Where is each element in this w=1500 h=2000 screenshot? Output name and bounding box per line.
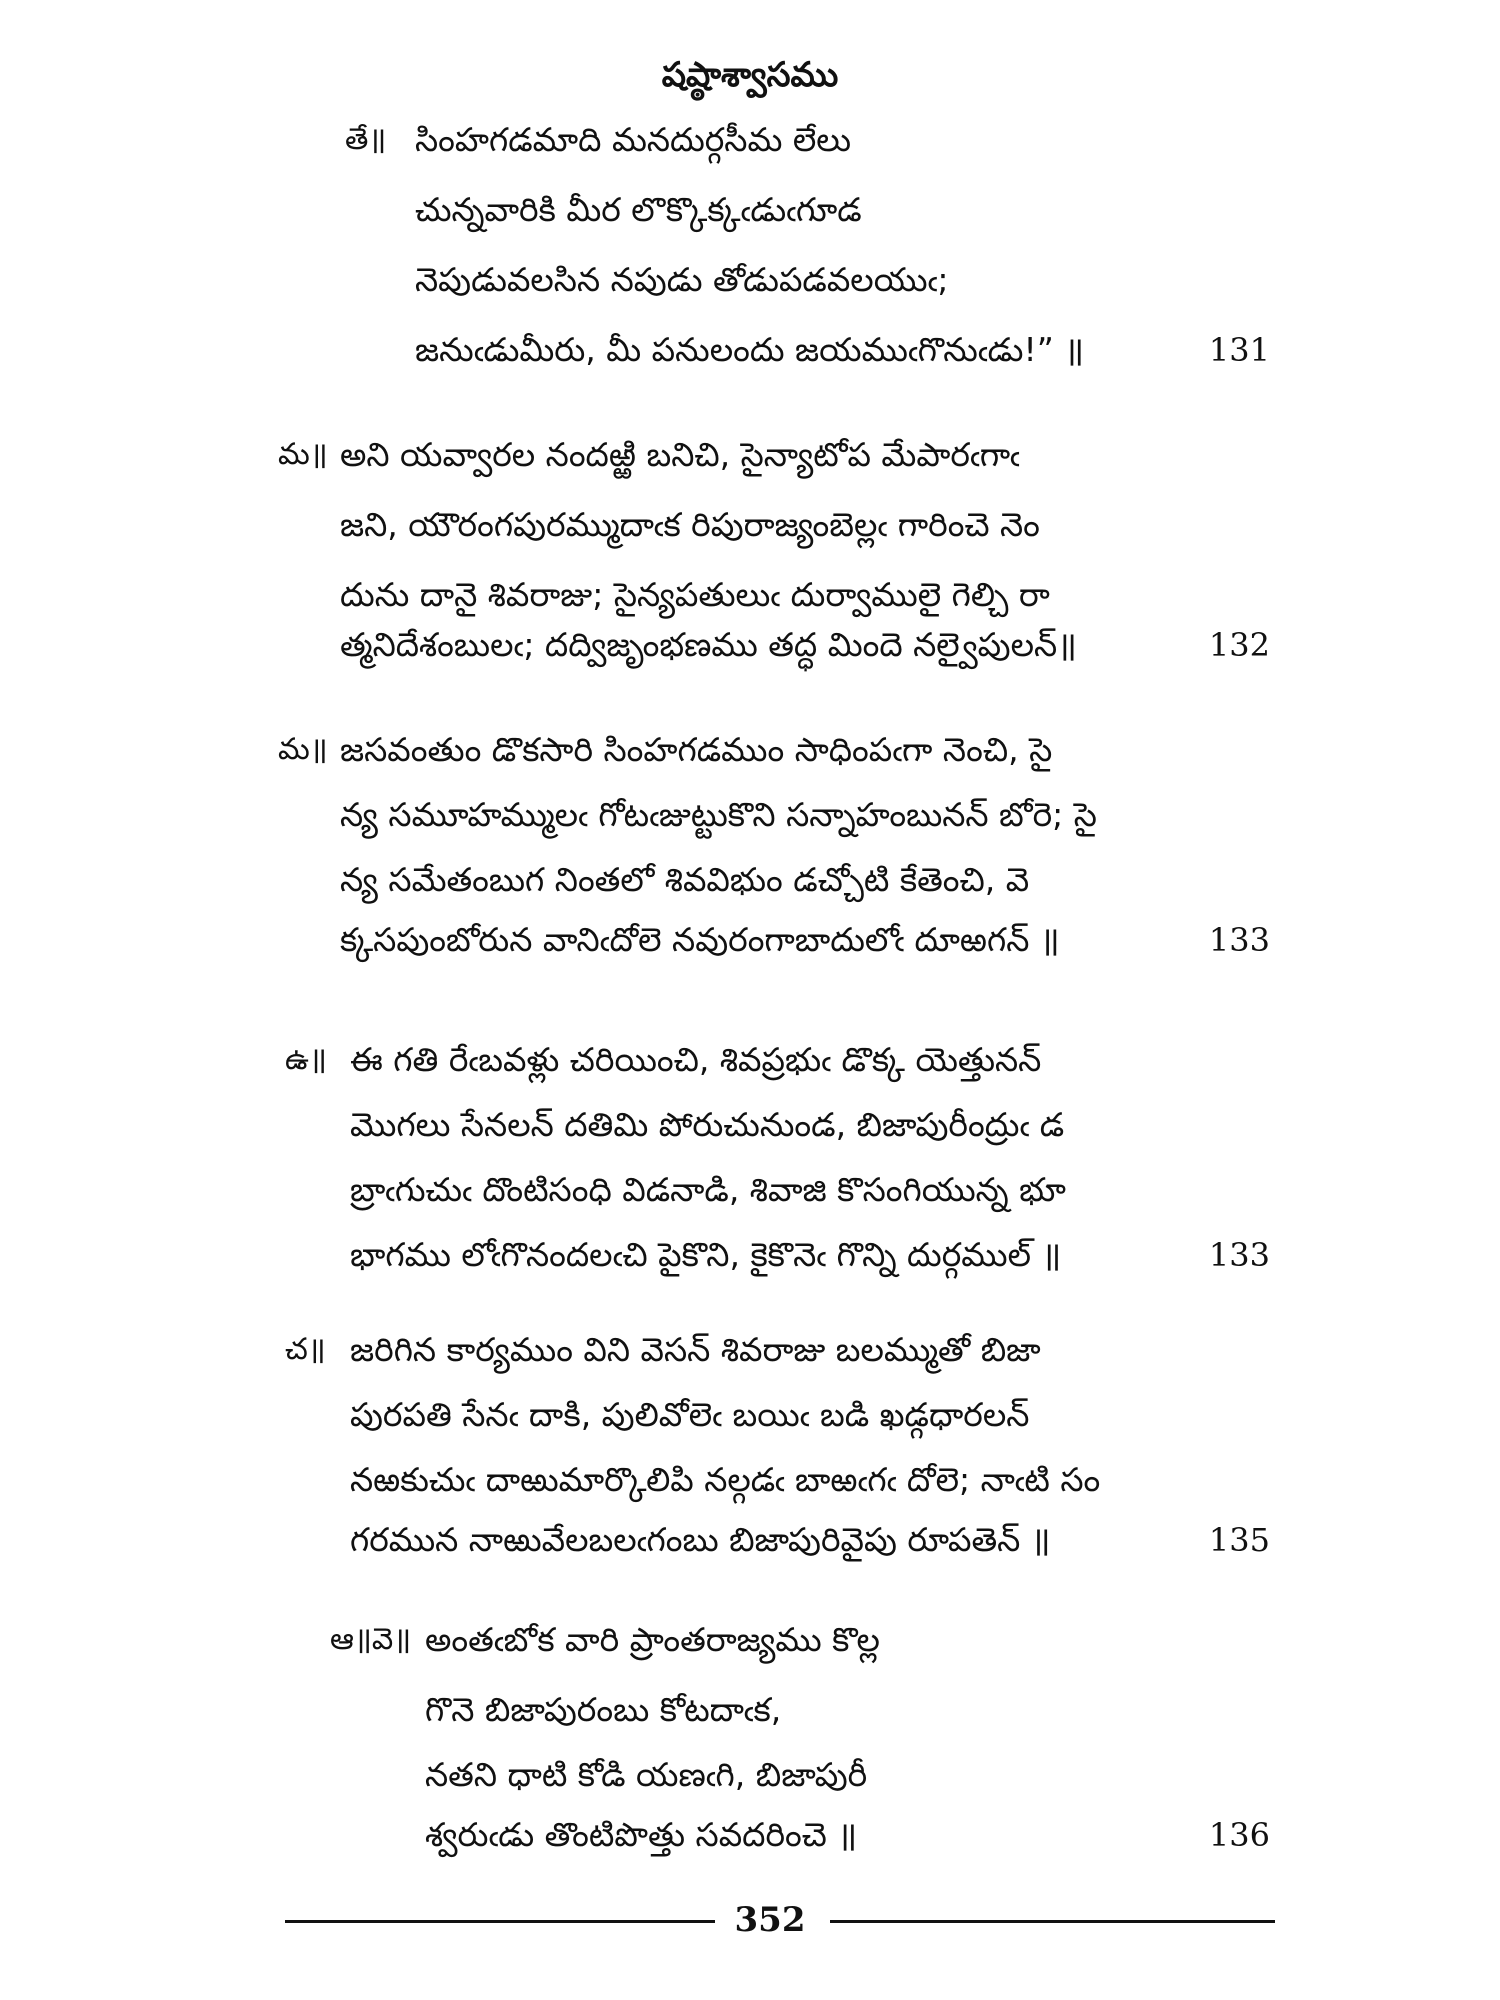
verse-line: అని యవ్వారల నందఱ్ఱి బనిచి, సైన్యాటోప మేపారఁగాఁ — [340, 435, 1020, 474]
page-number: 352 — [734, 1900, 806, 1940]
verse-number: 133 — [1208, 1236, 1270, 1274]
verse-meter: తే॥ — [345, 122, 387, 157]
verse-line: న్య సమేతంబుగ నింతలో శివవిభుం డచ్చోటి కేతెంచి, వె — [340, 860, 1030, 899]
verse-line: గరమున నాఱువేలబలఁగంబు బిజాపురివైపు రూపతెన్ ॥ — [350, 1520, 1051, 1559]
verse-line: మొగలు సేనలన్ దతిమి పోరుచునుండ, బిజాపురీంద్రుఁ డ — [350, 1105, 1065, 1144]
verse-line: జరిగిన కార్యముం విని వెసన్ శివరాజు బలమ్ముతో బిజా — [350, 1330, 1041, 1369]
verse-line: నఱకుచుఁ దాఱుమార్కొలిపి నల్గడఁ బాఱఁగఁ దోలె; నాఁటి సం — [350, 1460, 1101, 1499]
verse-line: జని, యౌరంగపురమ్ముదాఁక రిపురాజ్యంబెల్లఁ గారించె నెం — [340, 505, 1040, 544]
verse-number: 133 — [1208, 921, 1270, 959]
verse-meter: ఉ॥ — [285, 1042, 327, 1077]
verse-line: గొనె బిజాపురంబు కోటదాఁక, — [425, 1690, 782, 1729]
verse-meter: ఆ॥వె॥ — [330, 1622, 412, 1657]
verse-line: బ్రాఁగుచుఁ దొంటిసంధి విడనాడి, శివాజి కొసంగియున్న భూ — [350, 1170, 1066, 1209]
verse-line: జనుఁడుమీరు, మీ పనులందు జయముఁగొనుఁడు!” ॥ — [415, 330, 1085, 369]
verse-number: 131 — [1208, 331, 1270, 369]
verse-line: పురపతి సేనఁ దాకి, పులివోలెఁ బయిఁ బడి ఖడ్గధారలన్ — [350, 1395, 1030, 1434]
verse-line: నతని ధాటి కోడి యణఁగి, బిజాపురీ — [425, 1755, 868, 1794]
verse-line: ఈ గతి రేఁబవళ్లు చరియించి, శివప్రభుఁ డొక్క యెత్తునన్ — [350, 1040, 1042, 1079]
verse-line: చున్నవారికి మీర లొక్కొక్కఁడుఁగూడ — [415, 190, 862, 229]
verse-line: నెపుడువలసిన నపుడు తోడుపడవలయుఁ; — [415, 260, 949, 299]
verse-line: జసవంతుం డొకసారి సింహగడముం సాధింపఁగా నెంచి, సై — [340, 730, 1053, 769]
page-header: షష్ఠాశ్వాసము — [661, 55, 839, 95]
verse-line: భాగము లోఁగొనందలఁచి పైకొని, కైకొనెఁ గొన్ని దుర్గముల్ ॥ — [350, 1235, 1062, 1274]
verse-line: అంతఁబోక వారి ప్రాంతరాజ్యము కొల్ల — [425, 1620, 880, 1659]
verse-line: త్మనిదేశంబులఁ; దద్విజృంభణము తద్ధ మిందె నల్వైపులన్॥ — [340, 625, 1077, 664]
verse-line: సింహగడమాది మనదుర్గసీమ లేలు — [415, 120, 852, 159]
verse-line: క్కసపుంబోరున వానిఁదోలె నవురంగాబాదులోఁ దూఱగన్ ॥ — [340, 920, 1060, 959]
page-footer — [0, 1900, 1500, 1940]
verse-number: 132 — [1208, 626, 1270, 664]
verse-meter: చ॥ — [285, 1332, 326, 1367]
verse-number: 135 — [1208, 1521, 1270, 1559]
verse-number: 136 — [1208, 1816, 1270, 1854]
footer-rule-left — [285, 1920, 715, 1923]
footer-rule-right — [830, 1920, 1275, 1923]
verse-meter: మ॥ — [278, 437, 328, 472]
verse-line: దును దానై శివరాజు; సైన్యపతులుఁ దుర్వాములై గెల్చి రా — [340, 575, 1050, 614]
verse-line: శ్వరుఁడు తొంటిపొత్తు సవదరించె ॥ — [425, 1815, 858, 1854]
verse-line: న్య సమూహమ్ములఁ గోటఁజుట్టుకొని సన్నాహంబునన్ బోరె; సై — [340, 795, 1097, 834]
verse-meter: మ॥ — [278, 732, 328, 767]
